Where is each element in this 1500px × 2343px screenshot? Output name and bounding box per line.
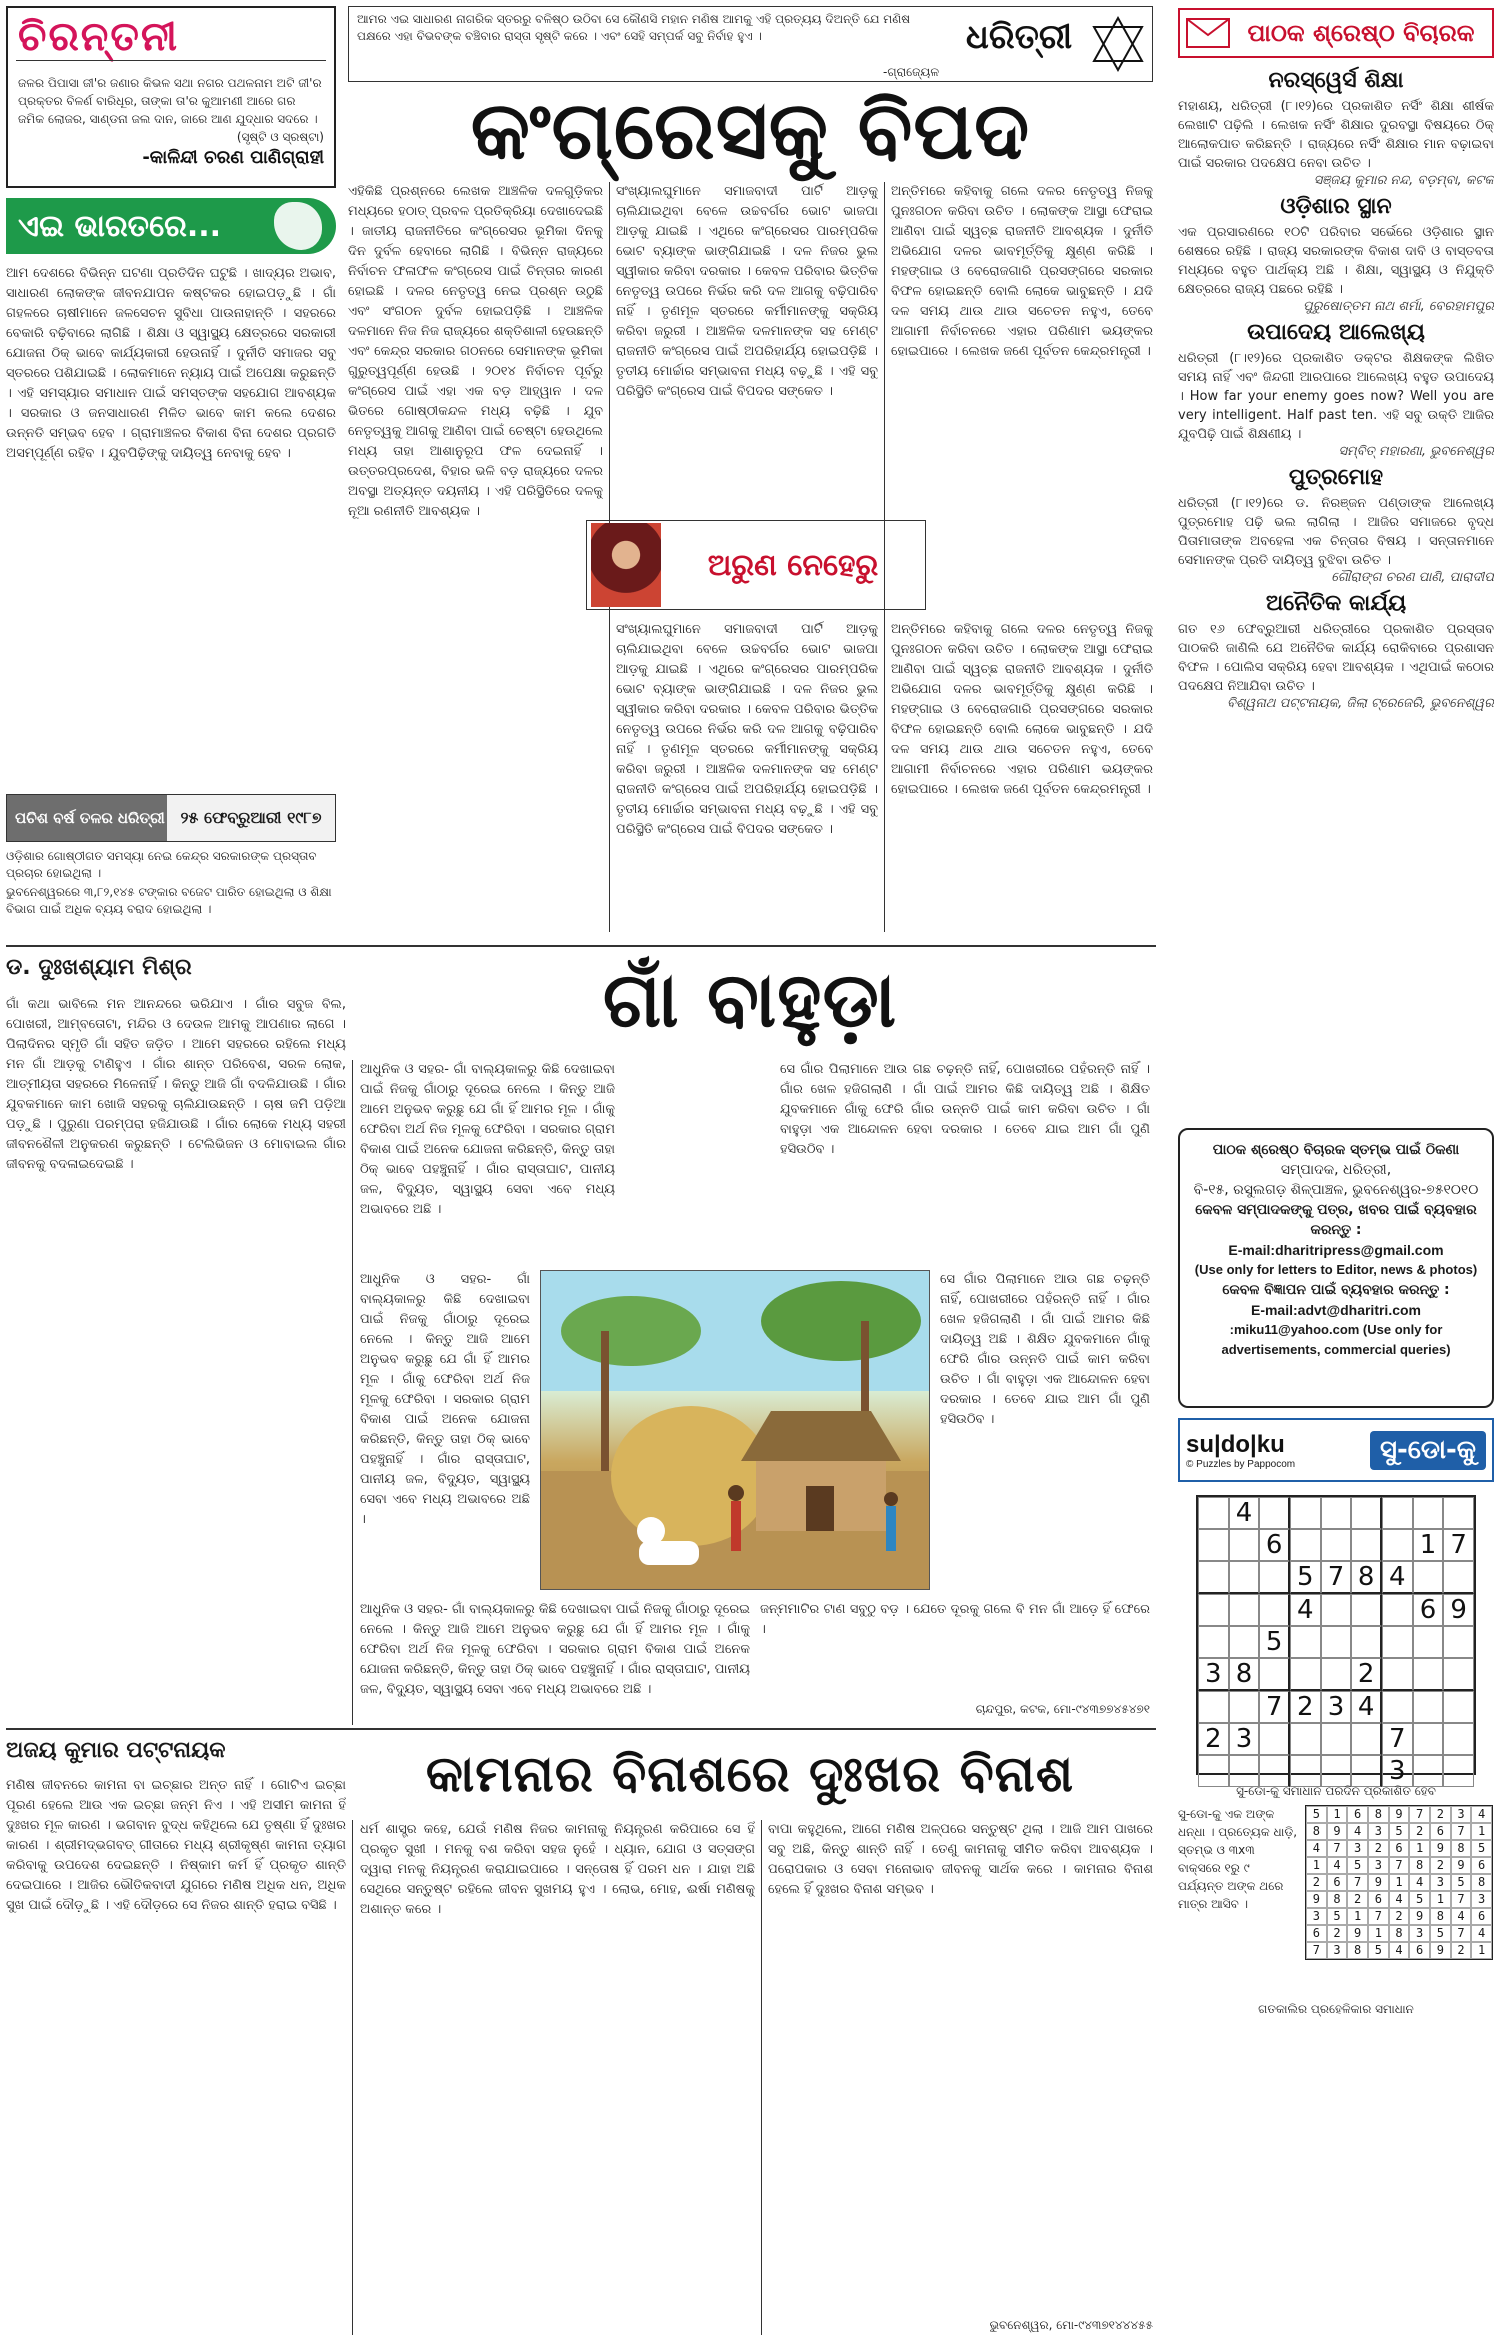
dharitri-logo: ଧରିତ୍ରୀ <box>965 17 1073 57</box>
sudoku-cell[interactable] <box>1413 1626 1444 1658</box>
letter-title: ନରସ୍ୱେର୍ସ ଶିକ୍ଷା <box>1268 68 1404 93</box>
solution-cell: 6 <box>1389 1840 1410 1857</box>
solution-cell: 1 <box>1368 1925 1389 1942</box>
gaon-col-bottom-right: ଜନ୍ମମାଟିର ଟାଣ ସବୁଠୁ ବଡ଼ । ଯେତେ ଦୂରକୁ ଗଲେ ବି ମନ ଗାଁ ଆଡ଼େ ହିଁ ଫେରେ । <box>760 1602 1150 1637</box>
archive-item: ଓଡ଼ିଶାର ଗୋଷ୍ଠୀଗତ ସମସ୍ୟା ନେଇ କେନ୍ଦ୍ର ସରକାରଙ୍କ ପ୍ରସ୍ତାବ ପ୍ରଚାର ହୋଇଥିଲା । <box>6 849 317 880</box>
sudoku-cell[interactable] <box>1321 1626 1352 1658</box>
sudoku-cell[interactable] <box>1382 1691 1413 1723</box>
sudoku-cell[interactable] <box>1382 1626 1413 1658</box>
sudoku-cell[interactable]: 5 <box>1259 1626 1290 1658</box>
ei-bharatare-title: ଏଇ ଭାରତରେ... <box>18 208 222 244</box>
solution-cell: 3 <box>1368 1857 1389 1874</box>
sudoku-cell[interactable]: 7 <box>1382 1723 1413 1755</box>
sudoku-cell[interactable] <box>1382 1497 1413 1529</box>
gaon-headline: ଗାଁ ବାହୁଡ଼ା <box>602 955 898 1044</box>
solution-cell: 8 <box>1327 1891 1348 1908</box>
solution-cell: 7 <box>1327 1840 1348 1857</box>
solution-cell: 2 <box>1347 1891 1368 1908</box>
sudoku-cell[interactable] <box>1290 1723 1321 1755</box>
solution-cell: 4 <box>1471 1806 1492 1823</box>
contact-line: କେବଳ ବିଜ୍ଞାପନ ପାଇଁ ବ୍ୟବହାର କରନ୍ତୁ : <box>1222 1282 1450 1298</box>
solution-cell: 2 <box>1409 1823 1430 1840</box>
sudoku-cell[interactable] <box>1229 1561 1260 1594</box>
solution-cell: 2 <box>1389 1908 1410 1925</box>
sudoku-cell[interactable] <box>1321 1497 1352 1529</box>
sudoku-cell[interactable]: 1 <box>1413 1529 1444 1561</box>
solution-cell: 6 <box>1409 1942 1430 1959</box>
contact-line: କେବଳ ସମ୍ପାଦକଙ୍କୁ ପତ୍ର, ଖବର ପାଇଁ ବ୍ୟବହାର କରନ୍ତୁ : <box>1195 1202 1477 1238</box>
letters-banner-title: ପାଠକ ଶ୍ରେଷ୍ଠ ବିଚାରକ <box>1247 19 1475 47</box>
archive-date: ୨୫ ଫେବ୍ରୁଆରୀ ୧୯୮୭ <box>180 808 322 827</box>
solution-cell: 3 <box>1430 1874 1451 1891</box>
solution-cell: 7 <box>1306 1942 1327 1959</box>
masthead <box>348 6 1153 82</box>
kamana-author: ଅଜୟ କୁମାର ପଟ୍ଟନାୟକ <box>6 1738 226 1763</box>
contact-line: ସମ୍ପାଦକ, ଧରିତ୍ରୀ, <box>1280 1162 1392 1178</box>
solution-cell: 2 <box>1430 1857 1451 1874</box>
solution-cell: 3 <box>1327 1942 1348 1959</box>
ei-bharatare-banner <box>6 198 336 254</box>
solution-cell: 4 <box>1451 1908 1472 1925</box>
sudoku-cell[interactable] <box>1413 1691 1444 1723</box>
solution-cell: 6 <box>1471 1908 1492 1925</box>
sudoku-cell[interactable]: 7 <box>1443 1529 1474 1561</box>
sudoku-cell[interactable] <box>1351 1626 1382 1658</box>
sudoku-cell[interactable] <box>1351 1529 1382 1561</box>
sudoku-cell[interactable] <box>1290 1529 1321 1561</box>
india-map-icon <box>274 202 322 250</box>
solution-cell: 5 <box>1430 1925 1451 1942</box>
envelope-icon <box>1186 18 1230 48</box>
sudoku-cell[interactable]: 3 <box>1229 1723 1260 1755</box>
solution-cell: 3 <box>1471 1891 1492 1908</box>
sudoku-cell[interactable] <box>1351 1723 1382 1755</box>
solution-cell: 5 <box>1389 1823 1410 1840</box>
contact-email-note: (Use only for letters to Editor, news & photos) <box>1194 1262 1478 1277</box>
ei-bharatare-section <box>6 198 336 938</box>
contact-line: ପାଠକ ଶ୍ରେଷ୍ଠ ବିଚାରକ ସ୍ତମ୍ଭ ପାଇଁ ଠିକଣା <box>1212 1142 1460 1158</box>
solution-cell: 2 <box>1327 1925 1348 1942</box>
solution-cell: 1 <box>1471 1942 1492 1959</box>
letter-signature: ବିଶ୍ୱନାଥ ପଟ୍ଟନାୟକ, ଜିଲା ଟ୍ରେଜେରି, ଭୁବନେଶ୍ୱର <box>1226 696 1494 711</box>
masthead-quote: ଆମର ଏଇ ସାଧାରଣ ନାଗରିକ ସ୍ତରରୁ ବଳିଷ୍ଠ ଉଠିବା ସେ କୌଣସି ମହାନ ମଣିଷ ଆମକୁ ଏହି ପ୍ରତ୍ୟୟ ଦିଅନ୍ତି ଯେ ମଣିଷ ପକ୍ଷରେ ଏହା ବିଭବଙ୍କ ବଞ୍ଚିବାର ରାସ୍ତା ସୃଷ୍ଟି କରେ । ଏବଂ ସେହି ସମ୍ପର୍କ ସବୁ ନିର୍ବାହ ହୁଏ । <box>357 12 911 43</box>
village-illustration <box>540 1270 930 1590</box>
sudoku-cell[interactable] <box>1259 1594 1290 1626</box>
chirantani-author: -କାଳିନ୍ଦୀ ଚରଣ ପାଣିଗ୍ରାହୀ <box>142 147 324 168</box>
letters-banner <box>1178 8 1494 58</box>
letters-column <box>1178 62 1494 1122</box>
lead-author-name: ଅରୁଣ ନେହେରୁ <box>707 547 879 583</box>
solution-cell: 8 <box>1409 1857 1430 1874</box>
chirantani-title: ଚିରନ୍ତନୀ <box>18 14 180 60</box>
solution-cell: 3 <box>1347 1840 1368 1857</box>
solution-cell: 1 <box>1347 1908 1368 1925</box>
solution-cell: 4 <box>1409 1874 1430 1891</box>
solution-cell: 4 <box>1471 1925 1492 1942</box>
solution-cell: 7 <box>1451 1891 1472 1908</box>
kamana-col-3: ବାପା କହୁଥିଲେ, ଆଗେ ମଣିଷ ଅଳ୍ପରେ ସନ୍ତୁଷ୍ଟ ଥିଲା । ଆଜି ଆମ ପାଖରେ ସବୁ ଅଛି, କିନ୍ତୁ ଶାନ୍ତି ନାହିଁ । ତେଣୁ କାମନାକୁ ସୀମିତ କରିବା ଆବଶ୍ୟକ । ପରୋପକାର ଓ ସେବା ମନୋଭାବ ଜୀବନକୁ ସାର୍ଥକ କରେ । କାମନାର ବିନାଶ ହେଲେ ହିଁ ଦୁଃଖର ବିନାଶ ସମ୍ଭବ । <box>768 1822 1153 1897</box>
gaon-address: ଚାନ୍ଦପୁର, କଟକ, ମୋ-୯୪୩୭୭୪୫୪୭୧ <box>975 1702 1150 1716</box>
author-portrait <box>591 523 661 607</box>
solution-cell: 6 <box>1306 1925 1327 1942</box>
solution-cell: 5 <box>1327 1908 1348 1925</box>
letter-signature: ଗୌରାଙ୍ଗ ଚରଣ ପାଣି, ପାରାଦୀପ <box>1331 570 1494 585</box>
solution-cell: 5 <box>1368 1942 1389 1959</box>
sudoku-cell[interactable] <box>1382 1658 1413 1691</box>
solution-cell: 5 <box>1451 1874 1472 1891</box>
solution-cell: 9 <box>1347 1925 1368 1942</box>
solution-cell: 6 <box>1471 1857 1492 1874</box>
sudoku-cell[interactable]: 7 <box>1259 1691 1290 1723</box>
sudoku-cell[interactable]: 2 <box>1198 1723 1229 1755</box>
solution-cell: 4 <box>1327 1857 1348 1874</box>
sudoku-cell[interactable] <box>1443 1658 1474 1691</box>
kamana-col-1: ମଣିଷ ଜୀବନରେ କାମନା ବା ଇଚ୍ଛାର ଅନ୍ତ ନାହିଁ । ଗୋଟିଏ ଇଚ୍ଛା ପୂରଣ ହେଲେ ଆଉ ଏକ ଇଚ୍ଛା ଜନ୍ମ ନିଏ । ଏହି ଅସୀମ କାମନା ହିଁ ଦୁଃଖର ମୂଳ କାରଣ । ଭଗବାନ ବୁଦ୍ଧ କହିଥିଲେ ଯେ ତୃଷ୍ଣା ହିଁ ଦୁଃଖର କାରଣ । ଶ୍ରୀମଦ୍ଭଗବତ୍ ଗୀତାରେ ମଧ୍ୟ ଶ୍ରୀକୃଷ୍ଣ କାମନା ତ୍ୟାଗ କରିବାକୁ ଉପଦେଶ ଦେଇଛନ୍ତି । ନିଷ୍କାମ କର୍ମ ହିଁ ପ୍ରକୃତ ଶାନ୍ତି ଦେଇପାରେ । ଆଜିର ଭୌତିକବାଦୀ ଯୁଗରେ ମଣିଷ ଅଧିକ ଧନ, ଅଧିକ ସୁଖ ପାଇଁ ଦୌଡ଼ୁଛି । ଏହି ଦୌଡ଼ରେ ସେ ନିଜର ଶାନ୍ତି ହରାଇ ବସିଛି । <box>6 1778 346 1913</box>
masthead-quote-author: -ଗ୍ରାଜ୍ୟେଳ <box>883 65 939 79</box>
sudoku-cell[interactable] <box>1198 1497 1229 1529</box>
sudoku-cell[interactable] <box>1259 1561 1290 1594</box>
solution-cell: 3 <box>1368 1823 1389 1840</box>
letter-item <box>1178 68 1494 188</box>
sudoku-brand-odia: ସୁ-ଡୋ-କୁ <box>1370 1431 1486 1470</box>
solution-cell: 8 <box>1451 1840 1472 1857</box>
sudoku-solution-label: ଗତକାଲିର ପ୍ରହେଳିକାର ସମାଧାନ <box>1258 2002 1414 2016</box>
sudoku-cell[interactable] <box>1382 1594 1413 1626</box>
sudoku-cell[interactable]: 7 <box>1321 1561 1352 1594</box>
letter-title: ଓଡ଼ିଶାର ସ୍ଥାନ <box>1280 194 1392 219</box>
gaon-col-3: ସେ ଗାଁର ପିଲାମାନେ ଆଉ ଗଛ ଚଢ଼ନ୍ତି ନାହିଁ, ପୋଖରୀରେ ପହଁରନ୍ତି ନାହିଁ । ଗାଁର ଖେଳ ହଜିଗଲାଣି । ଗାଁ ପାଇଁ ଆମର କିଛି ଦାୟିତ୍ୱ ଅଛି । ଶିକ୍ଷିତ ଯୁବକମାନେ ଗାଁକୁ ଫେରି ଗାଁର ଉନ୍ନତି ପାଇଁ କାମ କରିବା ଉଚିତ । ଗାଁ ବାହୁଡ଼ା ଏକ ଆନ୍ଦୋଳନ ହେବା ଦରକାର । ତେବେ ଯାଇ ଆମ ଗାଁ ପୁଣି ହସିଉଠିବ । <box>780 1062 1150 1157</box>
contact-email[interactable]: :miku11@yahoo.com (Use only for advertisements, commercial queries) <box>1221 1322 1451 1357</box>
lead-headline: କଂଗ୍ରେସକୁ ବିପଦ <box>470 84 1031 177</box>
sudoku-cell[interactable] <box>1443 1691 1474 1723</box>
letter-body: ଏକ ପ୍ରସାରଣରେ ୧୦ଟି ପରିବାର ସର୍ଭେରେ ଓଡ଼ିଶାର ସ୍ଥାନ ଶେଷରେ ରହିଛି । ରାଜ୍ୟ ସରକାରଙ୍କ ବିକାଶ ଦାବି ଓ ବାସ୍ତବତା ମଧ୍ୟରେ ବହୁତ ପାର୍ଥକ୍ୟ ଅଛି । ଶିକ୍ଷା, ସ୍ୱାସ୍ଥ୍ୟ ଓ ନିଯୁକ୍ତି କ୍ଷେତ୍ରରେ ରାଜ୍ୟ ପଛରେ ରହିଛି । <box>1178 225 1494 297</box>
sudoku-cell[interactable]: 2 <box>1351 1658 1382 1691</box>
solution-cell: 9 <box>1409 1908 1430 1925</box>
sudoku-cell[interactable] <box>1198 1691 1229 1723</box>
letter-title: ଅନୈତିକ କାର୍ଯ୍ୟ <box>1265 591 1407 616</box>
kamana-address: ଭୁବନେଶ୍ୱର, ମୋ-୯୪୩୭୧୪୪୪୫୫ <box>989 2318 1153 2332</box>
gaon-col-bottom-left: ଆଧୁନିକ ଓ ସହର- ଗାଁ ବାଲ୍ୟକାଳରୁ କିଛି ଦେଖାଇବା ପାଇଁ ନିଜକୁ ଗାଁଠାରୁ ଦୂରେଇ ନେଲେ । କିନ୍ତୁ ଆଜି ଆମେ ଅନୁଭବ କରୁଛୁ ଯେ ଗାଁ ହିଁ ଆମର ମୂଳ । ଗାଁକୁ ଫେରିବା ଅର୍ଥ ନିଜ ମୂଳକୁ ଫେରିବା । ସରକାର ଗ୍ରାମ ବିକାଶ ପାଇଁ ଅନେକ ଯୋଜନା କରିଛନ୍ତି, କିନ୍ତୁ ତାହା ଠିକ୍ ଭାବେ ପହଞ୍ଚୁନାହିଁ । ଗାଁର ରାସ୍ତାଘାଟ, ପାନୀୟ ଜଳ, ବିଦ୍ୟୁତ, ସ୍ୱାସ୍ଥ୍ୟ ସେବା ଏବେ ମଧ୍ୟ ଅଭାବରେ ଅଛି । <box>360 1602 750 1697</box>
sudoku-cell[interactable] <box>1382 1529 1413 1561</box>
sudoku-cell[interactable]: 3 <box>1382 1755 1413 1787</box>
sudoku-cell[interactable] <box>1290 1658 1321 1691</box>
sudoku-cell[interactable] <box>1259 1658 1290 1691</box>
solution-cell: 8 <box>1368 1806 1389 1823</box>
solution-cell: 8 <box>1389 1925 1410 1942</box>
sudoku-brand: su|do|ku <box>1186 1430 1285 1458</box>
letter-item <box>1178 591 1494 711</box>
contact-box <box>1178 1128 1494 1408</box>
sudoku-cell[interactable] <box>1259 1497 1290 1529</box>
solution-cell: 9 <box>1368 1874 1389 1891</box>
solution-cell: 4 <box>1306 1840 1327 1857</box>
sudoku-cell[interactable] <box>1259 1723 1290 1755</box>
letter-signature: ପୁରୁଷୋତ୍ତମ ନାଥ ଶର୍ମା, ବେରହାମପୁର <box>1302 299 1494 314</box>
sudoku-cell[interactable]: 8 <box>1229 1658 1260 1691</box>
solution-cell: 1 <box>1430 1891 1451 1908</box>
sudoku-cell[interactable]: 9 <box>1443 1594 1474 1626</box>
solution-cell: 7 <box>1451 1925 1472 1942</box>
solution-cell: 4 <box>1347 1823 1368 1840</box>
sudoku-cell[interactable] <box>1198 1626 1229 1658</box>
sudoku-cell[interactable] <box>1321 1529 1352 1561</box>
sudoku-cell[interactable] <box>1229 1529 1260 1561</box>
village-scene-icon <box>541 1271 930 1590</box>
solution-cell: 6 <box>1430 1823 1451 1840</box>
solution-cell: 1 <box>1409 1840 1430 1857</box>
sudoku-cell[interactable] <box>1290 1497 1321 1529</box>
letter-body: ଧରିତ୍ରୀ (୮।୧୨)ରେ ପ୍ରକାଶିତ ଡକ୍ଟର ଶିକ୍ଷକଙ୍କ ଲିଖିତ ସମୟ ନାହିଁ ଏବଂ ଜିନ୍ଦଗୀ ଆରପାରେ ଆଲେଖ୍ୟ ବହୁତ ଉପାଦେୟ । How far your enemy goes now? Well you are very intelligent. Half past ten. ଏହି ସବୁ ଉକ୍ତି ଆଜିର ଯୁବପିଢ଼ି ପାଇଁ ଶିକ୍ଷଣୀୟ । <box>1178 351 1494 442</box>
solution-cell: 9 <box>1389 1806 1410 1823</box>
solution-cell: 5 <box>1471 1840 1492 1857</box>
sudoku-cell[interactable]: 4 <box>1290 1594 1321 1626</box>
letter-item <box>1178 465 1494 585</box>
sudoku-cell[interactable] <box>1321 1594 1352 1626</box>
sudoku-cell[interactable]: 2 <box>1290 1691 1321 1723</box>
solution-cell: 9 <box>1327 1823 1348 1840</box>
solution-cell: 2 <box>1430 1806 1451 1823</box>
letter-item <box>1178 320 1494 459</box>
letter-body: ମହାଶୟ, ଧରିତ୍ରୀ (୮।୧୨)ରେ ପ୍ରକାଶିତ ନର୍ସିଂ ଶିକ୍ଷା ଶୀର୍ଷକ ଲେଖାଟି ପଢ଼ିଲି । ଲେଖକ ନର୍ସିଂ ଶିକ୍ଷାର ଦୁରବସ୍ଥା ବିଷୟରେ ଠିକ୍ ଆଲୋକପାତ କରିଛନ୍ତି । ରାଜ୍ୟରେ ନର୍ସିଂ ଶିକ୍ଷାର ମାନ ବଢ଼ାଇବା ପାଇଁ ସରକାର ପଦକ୍ଷେପ ନେବା ଉଚିତ । <box>1178 99 1494 171</box>
sudoku-cell[interactable] <box>1413 1561 1444 1594</box>
kamana-col-2: ଧର୍ମ ଶାସ୍ତ୍ର କହେ, ଯେଉଁ ମଣିଷ ନିଜର କାମନାକୁ ନିୟନ୍ତ୍ରଣ କରିପାରେ ସେ ହିଁ ପ୍ରକୃତ ସୁଖୀ । ମନକୁ ବଶ କରିବା ସହଜ ନୁହେଁ । ଧ୍ୟାନ, ଯୋଗ ଓ ସତ୍‌ସଙ୍ଗ ଦ୍ୱାରା ମନକୁ ନିୟନ୍ତ୍ରଣ କରାଯାଇପାରେ । ସନ୍ତୋଷ ହିଁ ପରମ ଧନ । ଯାହା ଅଛି ସେଥିରେ ସନ୍ତୁଷ୍ଟ ରହିଲେ ଜୀବନ ସୁଖମୟ ହୁଏ । ଲୋଭ, ମୋହ, ଈର୍ଷା ମଣିଷକୁ ଅଶାନ୍ତ କରେ । <box>360 1822 755 1917</box>
chirantani-box <box>6 6 336 188</box>
sudoku-header <box>1178 1418 1494 1482</box>
letter-body: ଗତ ୧୬ ଫେବ୍ରୁଆରୀ ଧରିତ୍ରୀରେ ପ୍ରକାଶିତ ପ୍ରସ୍ତାବ ପାଠକରି ଜାଣିଲି ଯେ ଅନୈତିକ କାର୍ଯ୍ୟ ରୋକିବାରେ ପ୍ରଶାସନ ବିଫଳ । ପୋଲିସ ସକ୍ରିୟ ହେବା ଆବଶ୍ୟକ । ଏଥିପାଇଁ କଠୋର ପଦକ୍ଷେପ ନିଆଯିବା ଉଚିତ । <box>1178 622 1494 694</box>
solution-cell: 2 <box>1451 1942 1472 1959</box>
solution-cell: 8 <box>1471 1874 1492 1891</box>
letter-signature: ସଞ୍ଜୟ କୁମାର ନନ୍ଦ, ବଡ଼ମ୍ବା, କଟକ <box>1313 173 1494 188</box>
sudoku-cell[interactable]: 3 <box>1198 1658 1229 1691</box>
sudoku-cell[interactable] <box>1443 1723 1474 1755</box>
sudoku-solution-grid <box>1305 1805 1493 1960</box>
sudoku-cell[interactable] <box>1198 1594 1229 1626</box>
contact-email[interactable]: E-mail:dharitripress@gmail.com <box>1228 1242 1444 1258</box>
solution-cell: 7 <box>1368 1908 1389 1925</box>
solution-cell: 4 <box>1389 1942 1410 1959</box>
sudoku-cell[interactable]: 6 <box>1413 1594 1444 1626</box>
gaon-col-1: ଗାଁ କଥା ଭାବିଲେ ମନ ଆନନ୍ଦରେ ଭରିଯାଏ । ଗାଁର ସବୁଜ ବିଲ, ପୋଖରୀ, ଆମ୍ବତୋଟା, ମନ୍ଦିର ଓ ଦେଉଳ ଆମକୁ ଆପଣାର ଲାଗେ । ପିଲାଦିନର ସ୍ମୃତି ଗାଁ ସହିତ ଜଡ଼ିତ । ଆମେ ସହରରେ ରହିଲେ ମଧ୍ୟ ମନ ଗାଁ ଆଡ଼କୁ ଟାଣିହୁଏ । ଗାଁର ଶାନ୍ତ ପରିବେଶ, ସରଳ ଲୋକ, ଆତ୍ମୀୟତା ସହରରେ ମିଳେନାହିଁ । କିନ୍ତୁ ଆଜି ଗାଁ ବଦଳିଯାଉଛି । ଗାଁର ଯୁବକମାନେ କାମ ଖୋଜି ସହରକୁ ଚାଲିଯାଉଛନ୍ତି । ଚାଷ ଜମି ପଡ଼ିଆ ପଡ଼ୁଛି । ପୁରୁଣା ପରମ୍ପରା ହଜିଯାଉଛି । ଗାଁର ଲୋକେ ମଧ୍ୟ ସହରୀ ଜୀବନଶୈଳୀ ଅନୁକରଣ କରୁଛନ୍ତି । ଟେଲିଭିଜନ ଓ ମୋବାଇଲ ଗାଁର ଜୀବନକୁ ବଦଳାଇଦେଇଛି । <box>6 997 346 1172</box>
kamana-headline: କାମନାର ବିନାଶରେ ଦୁଃଖର ବିନାଶ <box>425 1745 1075 1803</box>
lead-col-2: ସଂଖ୍ୟାଲଘୁମାନେ ସମାଜବାଦୀ ପାର୍ଟି ଆଡ଼କୁ ଚାଲିଯାଇଥିବା ବେଳେ ଉଚ୍ଚବର୍ଗର ଭୋଟ ଭାଜପା ଆଡ଼କୁ ଯାଇଛି । ଏଥିରେ କଂଗ୍ରେସର ପାରମ୍ପରିକ ଭୋଟ ବ୍ୟାଙ୍କ ଭାଙ୍ଗିଯାଇଛି । ଦଳ ନିଜର ଭୁଲ ସ୍ୱୀକାର କରିବା ଦରକାର । କେବଳ ପରିବାର ଭିତ୍ତିକ ନେତୃତ୍ୱ ଉପରେ ନିର୍ଭର କରି ଦଳ ଆଗକୁ ବଢ଼ିପାରିବ ନାହିଁ । ତୃଣମୂଳ ସ୍ତରରେ କର୍ମୀମାନଙ୍କୁ ସକ୍ରିୟ କରିବା ଜରୁରୀ । ଆଞ୍ଚଳିକ ଦଳମାନଙ୍କ ସହ ମେଣ୍ଟ ରାଜନୀତି କଂଗ୍ରେସ ପାଇଁ ଅପରିହାର୍ଯ୍ୟ ହୋଇପଡ଼ିଛି । ତୃତୀୟ ମୋର୍ଚ୍ଚାର ସମ୍ଭାବନା ମଧ୍ୟ ବଢ଼ୁଛି । ଏହି ସବୁ ପରିସ୍ଥିତି କଂଗ୍ରେସ ପାଇଁ ବିପଦର ସଙ୍କେତ । <box>616 184 878 399</box>
solution-cell: 9 <box>1451 1857 1472 1874</box>
chirantani-source: (ସୃଷ୍ଟି ଓ ସ୍ରଷ୍ଟା) <box>236 130 324 144</box>
gaon-col-2: ଆଧୁନିକ ଓ ସହର- ଗାଁ ବାଲ୍ୟକାଳରୁ କିଛି ଦେଖାଇବା ପାଇଁ ନିଜକୁ ଗାଁଠାରୁ ଦୂରେଇ ନେଲେ । କିନ୍ତୁ ଆଜି ଆମେ ଅନୁଭବ କରୁଛୁ ଯେ ଗାଁ ହିଁ ଆମର ମୂଳ । ଗାଁକୁ ଫେରିବା ଅର୍ଥ ନିଜ ମୂଳକୁ ଫେରିବା । ସରକାର ଗ୍ରାମ ବିକାଶ ପାଇଁ ଅନେକ ଯୋଜନା କରିଛନ୍ତି, କିନ୍ତୁ ତାହା ଠିକ୍ ଭାବେ ପହଞ୍ଚୁନାହିଁ । ଗାଁର ରାସ୍ତାଘାଟ, ପାନୀୟ ଜଳ, ବିଦ୍ୟୁତ, ସ୍ୱାସ୍ଥ୍ୟ ସେବା ଏବେ ମଧ୍ୟ ଅଭାବରେ ଅଛି । <box>360 1062 615 1217</box>
sudoku-cell[interactable] <box>1413 1497 1444 1529</box>
solution-cell: 4 <box>1389 1891 1410 1908</box>
sudoku-cell[interactable] <box>1321 1723 1352 1755</box>
solution-cell: 8 <box>1306 1823 1327 1840</box>
gaon-col-2-left: ଆଧୁନିକ ଓ ସହର- ଗାଁ ବାଲ୍ୟକାଳରୁ କିଛି ଦେଖାଇବା ପାଇଁ ନିଜକୁ ଗାଁଠାରୁ ଦୂରେଇ ନେଲେ । କିନ୍ତୁ ଆଜି ଆମେ ଅନୁଭବ କରୁଛୁ ଯେ ଗାଁ ହିଁ ଆମର ମୂଳ । ଗାଁକୁ ଫେରିବା ଅର୍ଥ ନିଜ ମୂଳକୁ ଫେରିବା । ସରକାର ଗ୍ରାମ ବିକାଶ ପାଇଁ ଅନେକ ଯୋଜନା କରିଛନ୍ତି, କିନ୍ତୁ ତାହା ଠିକ୍ ଭାବେ ପହଞ୍ଚୁନାହିଁ । ଗାଁର ରାସ୍ତାଘାଟ, ପାନୀୟ ଜଳ, ବିଦ୍ୟୁତ, ସ୍ୱାସ୍ଥ୍ୟ ସେବା ଏବେ ମଧ୍ୟ ଅଭାବରେ ଅଛି । <box>360 1272 530 1527</box>
sudoku-cell[interactable] <box>1229 1594 1260 1626</box>
solution-cell: 2 <box>1368 1840 1389 1857</box>
sudoku-cell[interactable] <box>1229 1626 1260 1658</box>
letter-title: ପୁତ୍ରମୋହ <box>1288 465 1384 490</box>
sudoku-cell[interactable] <box>1198 1561 1229 1594</box>
sudoku-cell[interactable] <box>1351 1497 1382 1529</box>
lead-col-1: ଏହିକିଛି ପ୍ରଶ୍ନରେ ଲେଖକ ଆଞ୍ଚଳିକ ଦଳଗୁଡ଼ିକର ମଧ୍ୟରେ ହଠାତ୍ ପ୍ରବଳ ପ୍ରତିକ୍ରିୟା ଦେଖାଦେଇଛି । ଜାତୀୟ ରାଜନୀତିରେ କଂଗ୍ରେସର ଭୂମିକା ଦିନକୁ ଦିନ ଦୁର୍ବଳ ହେବାରେ ଲାଗିଛି । ବିଭିନ୍ନ ରାଜ୍ୟରେ ନିର୍ବାଚନ ଫଳାଫଳ କଂଗ୍ରେସ ପାଇଁ ଚିନ୍ତାର କାରଣ ହୋଇଛି । ଦଳର ନେତୃତ୍ୱ ନେଇ ପ୍ରଶ୍ନ ଉଠୁଛି ଏବଂ ସଂଗଠନ ଦୁର୍ବଳ ହୋଇପଡ଼ିଛି । ଆଞ୍ଚଳିକ ଦଳମାନେ ନିଜ ନିଜ ରାଜ୍ୟରେ ଶକ୍ତିଶାଳୀ ହେଉଛନ୍ତି ଏବଂ କେନ୍ଦ୍ର ସରକାର ଗଠନରେ ସେମାନଙ୍କ ଭୂମିକା ଗୁରୁତ୍ୱପୂର୍ଣ୍ଣ ହେଉଛି । ୨୦୧୪ ନିର୍ବାଚନ ପୂର୍ବରୁ କଂଗ୍ରେସ ପାଇଁ ଏହା ଏକ ବଡ଼ ଆହ୍ୱାନ । ଦଳ ଭିତରେ ଗୋଷ୍ଠୀକନ୍ଦଳ ମଧ୍ୟ ବଢ଼ିଛି । ଯୁବ ନେତୃତ୍ୱକୁ ଆଗକୁ ଆଣିବା ପାଇଁ ଚେଷ୍ଟା ହେଉଥିଲେ ମଧ୍ୟ ତାହା ଆଶାନୁରୂପ ଫଳ ଦେଇନାହିଁ । ଉତ୍ତରପ୍ରଦେଶ, ବିହାର ଭଳି ବଡ଼ ରାଜ୍ୟରେ ଦଳର ଅବସ୍ଥା ଅତ୍ୟନ୍ତ ଦୟନୀୟ । ଏହି ପରିସ୍ଥିତିରେ ଦଳକୁ ନୂଆ ରଣନୀତି ଆବଶ୍ୟକ । <box>348 184 603 519</box>
sudoku-cell[interactable] <box>1443 1497 1474 1529</box>
solution-cell: 8 <box>1430 1908 1451 1925</box>
solution-cell: 5 <box>1409 1891 1430 1908</box>
letter-signature: ସମ୍ବିତ୍ ମହାରଣା, ଭୁବନେଶ୍ୱର <box>1338 444 1494 459</box>
lead-col-3: ଅନ୍ତିମରେ କହିବାକୁ ଗଲେ ଦଳର ନେତୃତ୍ୱ ନିଜକୁ ପୁନଃଗଠନ କରିବା ଉଚିତ । ଲୋକଙ୍କ ଆସ୍ଥା ଫେରାଇ ଆଣିବା ପାଇଁ ସ୍ୱଚ୍ଛ ରାଜନୀତି ଆବଶ୍ୟକ । ଦୁର୍ନୀତି ଅଭିଯୋଗ ଦଳର ଭାବମୂର୍ତ୍ତିକୁ କ୍ଷୁଣ୍ଣ କରିଛି । ମହଙ୍ଗାଇ ଓ ବେରୋଜଗାରି ପ୍ରସଙ୍ଗରେ ସରକାର ବିଫଳ ହୋଇଛନ୍ତି ବୋଲି ଲୋକେ ଭାବୁଛନ୍ତି । ଯଦି ଦଳ ସମୟ ଥାଉ ଥାଉ ସଚେତନ ନହୁଏ, ତେବେ ଆଗାମୀ ନିର୍ବାଚନରେ ଏହାର ପରିଣାମ ଭୟଙ୍କର ହୋଇପାରେ । ଲେଖକ ଜଣେ ପୂର୍ବତନ କେନ୍ଦ୍ରମନ୍ତ୍ରୀ । <box>891 184 1153 359</box>
sudoku-cell[interactable]: 3 <box>1321 1691 1352 1723</box>
solution-cell: 3 <box>1451 1806 1472 1823</box>
solution-cell: 9 <box>1306 1891 1327 1908</box>
gaon-col-3-right: ସେ ଗାଁର ପିଲାମାନେ ଆଉ ଗଛ ଚଢ଼ନ୍ତି ନାହିଁ, ପୋଖରୀରେ ପହଁରନ୍ତି ନାହିଁ । ଗାଁର ଖେଳ ହଜିଗଲାଣି । ଗାଁ ପାଇଁ ଆମର କିଛି ଦାୟିତ୍ୱ ଅଛି । ଶିକ୍ଷିତ ଯୁବକମାନେ ଗାଁକୁ ଫେରି ଗାଁର ଉନ୍ନତି ପାଇଁ କାମ କରିବା ଉଚିତ । ଗାଁ ବାହୁଡ଼ା ଏକ ଆନ୍ଦୋଳନ ହେବା ଦରକାର । ତେବେ ଯାଇ ଆମ ଗାଁ ପୁଣି ହସିଉଠିବ । <box>940 1272 1150 1427</box>
solution-cell: 7 <box>1409 1806 1430 1823</box>
sudoku-solution-note: ସୁ-ଡୋ-କୁ ଏକ ଅଙ୍କ ଧନ୍ଧା । ପ୍ରତ୍ୟେକ ଧାଡ଼ି, ସ୍ତମ୍ଭ ଓ ୩x୩ ବାକ୍ସରେ ୧ରୁ ୯ ପର୍ଯ୍ୟନ୍ତ ଅଙ୍କ ଥରେ ମାତ୍ର ଆସିବ । <box>1178 1807 1298 1911</box>
archive-label: ପଚିଶ ବର୍ଷ ତଳର ଧରିତ୍ରୀ <box>7 795 167 841</box>
solution-cell: 8 <box>1347 1942 1368 1959</box>
sudoku-cell[interactable] <box>1198 1529 1229 1561</box>
solution-cell: 9 <box>1430 1840 1451 1857</box>
sudoku-cell[interactable] <box>1229 1691 1260 1723</box>
sudoku-cell[interactable] <box>1443 1626 1474 1658</box>
sudoku-cell[interactable] <box>1351 1594 1382 1626</box>
letter-item <box>1178 194 1494 314</box>
sudoku-cell[interactable]: 6 <box>1259 1529 1290 1561</box>
sudoku-cell[interactable]: 4 <box>1351 1691 1382 1723</box>
solution-cell: 7 <box>1347 1874 1368 1891</box>
sudoku-credit: © Puzzles by Pappocom <box>1186 1458 1296 1470</box>
sudoku-cell[interactable]: 5 <box>1290 1561 1321 1594</box>
solution-cell: 1 <box>1306 1857 1327 1874</box>
solution-cell: 3 <box>1306 1908 1327 1925</box>
star-emblem-icon <box>1089 15 1147 73</box>
sudoku-cell[interactable] <box>1290 1626 1321 1658</box>
lead-author-box <box>586 520 926 610</box>
sudoku-cell[interactable] <box>1413 1723 1444 1755</box>
contact-email[interactable]: E-mail:advt@dharitri.com <box>1250 1302 1422 1318</box>
solution-cell: 7 <box>1389 1857 1410 1874</box>
archive-strip <box>6 794 336 842</box>
letter-body: ଧରିତ୍ରୀ (୮।୧୨)ରେ ଡ. ନିରଞ୍ଜନ ପଣ୍ଡାଙ୍କ ଆଲେଖ୍ୟ ପୁତ୍ରମୋହ ପଢ଼ି ଭଲ ଲାଗିଲା । ଆଜିର ସମାଜରେ ବୃଦ୍ଧ ପିତାମାତାଙ୍କ ଅବହେଳା ଏକ ଚିନ୍ତାର ବିଷୟ । ସନ୍ତାନମାନେ ସେମାନଙ୍କ ପ୍ରତି ଦାୟିତ୍ୱ ବୁଝିବା ଉଚିତ । <box>1178 496 1494 568</box>
sudoku-cell[interactable] <box>1413 1658 1444 1691</box>
solution-cell: 6 <box>1347 1806 1368 1823</box>
sudoku-cell[interactable]: 4 <box>1229 1497 1260 1529</box>
ei-bharatare-body: ଆମ ଦେଶରେ ବିଭିନ୍ନ ଘଟଣା ପ୍ରତିଦିନ ଘଟୁଛି । ଖାଦ୍ୟର ଅଭାବ, ସାଧାରଣ ଲୋକଙ୍କ ଜୀବନଯାପନ କଷ୍ଟକର ହୋଇପଡ଼ୁଛି । ଗାଁ ଗହଳରେ ଚାଷୀମାନେ ଜଳସେଚନ ସୁବିଧା ପାଉନାହାନ୍ତି । ସହରରେ ବେକାରି ବଢ଼ିବାରେ ଲାଗିଛି । ଶିକ୍ଷା ଓ ସ୍ୱାସ୍ଥ୍ୟ କ୍ଷେତ୍ରରେ ସରକାରୀ ଯୋଜନା ଠିକ୍ ଭାବେ କାର୍ଯ୍ୟକାରୀ ହେଉନାହିଁ । ଦୁର୍ନୀତି ସମାଜର ସବୁ ସ୍ତରରେ ପଶିଯାଇଛି । ଲୋକମାନେ ନ୍ୟାୟ ପାଇଁ ଅପେକ୍ଷା କରୁଛନ୍ତି । ଏହି ସମସ୍ୟାର ସମାଧାନ ପାଇଁ ସମସ୍ତଙ୍କ ସହଯୋଗ ଆବଶ୍ୟକ । ସରକାର ଓ ଜନସାଧାରଣ ମିଳିତ ଭାବେ କାମ କଲେ ଦେଶର ଉନ୍ନତି ସମ୍ଭବ ହେବ । ଗ୍ରାମାଞ୍ଚଳର ବିକାଶ ବିନା ଦେଶର ପ୍ରଗତି ଅସମ୍ପୂର୍ଣ୍ଣ ରହିବ । ଯୁବପିଢ଼ିଙ୍କୁ ଦାୟିତ୍ୱ ନେବାକୁ ହେବ । <box>6 266 336 461</box>
solution-cell: 3 <box>1409 1925 1430 1942</box>
solution-cell: 5 <box>1306 1806 1327 1823</box>
sudoku-cell[interactable] <box>1321 1658 1352 1691</box>
contact-line: ବି-୧୫, ରସୁଲଗଡ଼ ଶିଳ୍ପାଞ୍ଚଳ, ଭୁବନେଶ୍ୱର-୭୫୧୦୧୦ <box>1193 1182 1479 1198</box>
solution-cell: 9 <box>1430 1942 1451 1959</box>
letter-title: ଉପାଦେୟ ଆଲେଖ୍ୟ <box>1247 320 1425 345</box>
lead-col-3b: ଅନ୍ତିମରେ କହିବାକୁ ଗଲେ ଦଳର ନେତୃତ୍ୱ ନିଜକୁ ପୁନଃଗଠନ କରିବା ଉଚିତ । ଲୋକଙ୍କ ଆସ୍ଥା ଫେରାଇ ଆଣିବା ପାଇଁ ସ୍ୱଚ୍ଛ ରାଜନୀତି ଆବଶ୍ୟକ । ଦୁର୍ନୀତି ଅଭିଯୋଗ ଦଳର ଭାବମୂର୍ତ୍ତିକୁ କ୍ଷୁଣ୍ଣ କରିଛି । ମହଙ୍ଗାଇ ଓ ବେରୋଜଗାରି ପ୍ରସଙ୍ଗରେ ସରକାର ବିଫଳ ହୋଇଛନ୍ତି ବୋଲି ଲୋକେ ଭାବୁଛନ୍ତି । ଯଦି ଦଳ ସମୟ ଥାଉ ଥାଉ ସଚେତନ ନହୁଏ, ତେବେ ଆଗାମୀ ନିର୍ବାଚନରେ ଏହାର ପରିଣାମ ଭୟଙ୍କର ହୋଇପାରେ । ଲେଖକ ଜଣେ ପୂର୍ବତନ କେନ୍ଦ୍ରମନ୍ତ୍ରୀ । <box>891 622 1153 797</box>
gaon-author: ଡ. ଦୁଃଖଶ୍ୟାମ ମିଶ୍ର <box>6 955 192 980</box>
solution-cell: 5 <box>1347 1857 1368 1874</box>
archive-item: ଭୁବନେଶ୍ୱରରେ ୩,୮୨,୧୪୫ ଟଙ୍କାର ବଜେଟ ପାରିତ ହୋଇଥିଲା ଓ ଶିକ୍ଷା ବିଭାଗ ପାଇଁ ଅଧିକ ବ୍ୟୟ ବରାଦ ହୋଇଥିଲା । <box>6 885 332 916</box>
sudoku-cell[interactable]: 8 <box>1351 1561 1382 1594</box>
solution-cell: 6 <box>1368 1891 1389 1908</box>
solution-cell: 1 <box>1389 1874 1410 1891</box>
solution-cell: 2 <box>1306 1874 1327 1891</box>
solution-cell: 6 <box>1327 1874 1348 1891</box>
solution-cell: 1 <box>1471 1823 1492 1840</box>
solution-cell: 1 <box>1327 1806 1348 1823</box>
sudoku-footer: ସୁ-ଡୋ-କୁ ସମାଧାନ ପରଦିନ ପ୍ରକାଶିତ ହେବ <box>1236 1784 1436 1798</box>
sudoku-cell[interactable] <box>1443 1561 1474 1594</box>
lead-col-2b: ସଂଖ୍ୟାଲଘୁମାନେ ସମାଜବାଦୀ ପାର୍ଟି ଆଡ଼କୁ ଚାଲିଯାଇଥିବା ବେଳେ ଉଚ୍ଚବର୍ଗର ଭୋଟ ଭାଜପା ଆଡ଼କୁ ଯାଇଛି । ଏଥିରେ କଂଗ୍ରେସର ପାରମ୍ପରିକ ଭୋଟ ବ୍ୟାଙ୍କ ଭାଙ୍ଗିଯାଇଛି । ଦଳ ନିଜର ଭୁଲ ସ୍ୱୀକାର କରିବା ଦରକାର । କେବଳ ପରିବାର ଭିତ୍ତିକ ନେତୃତ୍ୱ ଉପରେ ନିର୍ଭର କରି ଦଳ ଆଗକୁ ବଢ଼ିପାରିବ ନାହିଁ । ତୃଣମୂଳ ସ୍ତରରେ କର୍ମୀମାନଙ୍କୁ ସକ୍ରିୟ କରିବା ଜରୁରୀ । ଆଞ୍ଚଳିକ ଦଳମାନଙ୍କ ସହ ମେଣ୍ଟ ରାଜନୀତି କଂଗ୍ରେସ ପାଇଁ ଅପରିହାର୍ଯ୍ୟ ହୋଇପଡ଼ିଛି । ତୃତୀୟ ମୋର୍ଚ୍ଚାର ସମ୍ଭାବନା ମଧ୍ୟ ବଢ଼ୁଛି । ଏହି ସବୁ ପରିସ୍ଥିତି କଂଗ୍ରେସ ପାଇଁ ବିପଦର ସଙ୍କେତ । <box>616 622 878 837</box>
solution-cell: 7 <box>1451 1823 1472 1840</box>
sudoku-cell[interactable]: 4 <box>1382 1561 1413 1594</box>
chirantani-quote: ଜଳର ପିପାସା ଜୀ'ର ଜଣାର କିଭଳ ସଥା ନଗର ପଥଳନାମ ଅଟି ଜୀ'ର ପ୍ରକ୍ତର ବିଳର୍ଣ ବାରିଧୂର, ତାଙ୍କା ତା'ର କୁଆମଣୀ ଆରେ ଗର ଜମିକ ଲୋଜର, ସାଣ୍ଡନା ଜଲ ଦାନ, ଜାରେ ଆଣ ଯୁଦ୍ଧାର ସଦରେ । <box>18 76 322 126</box>
sudoku-grid[interactable] <box>1196 1495 1476 1786</box>
